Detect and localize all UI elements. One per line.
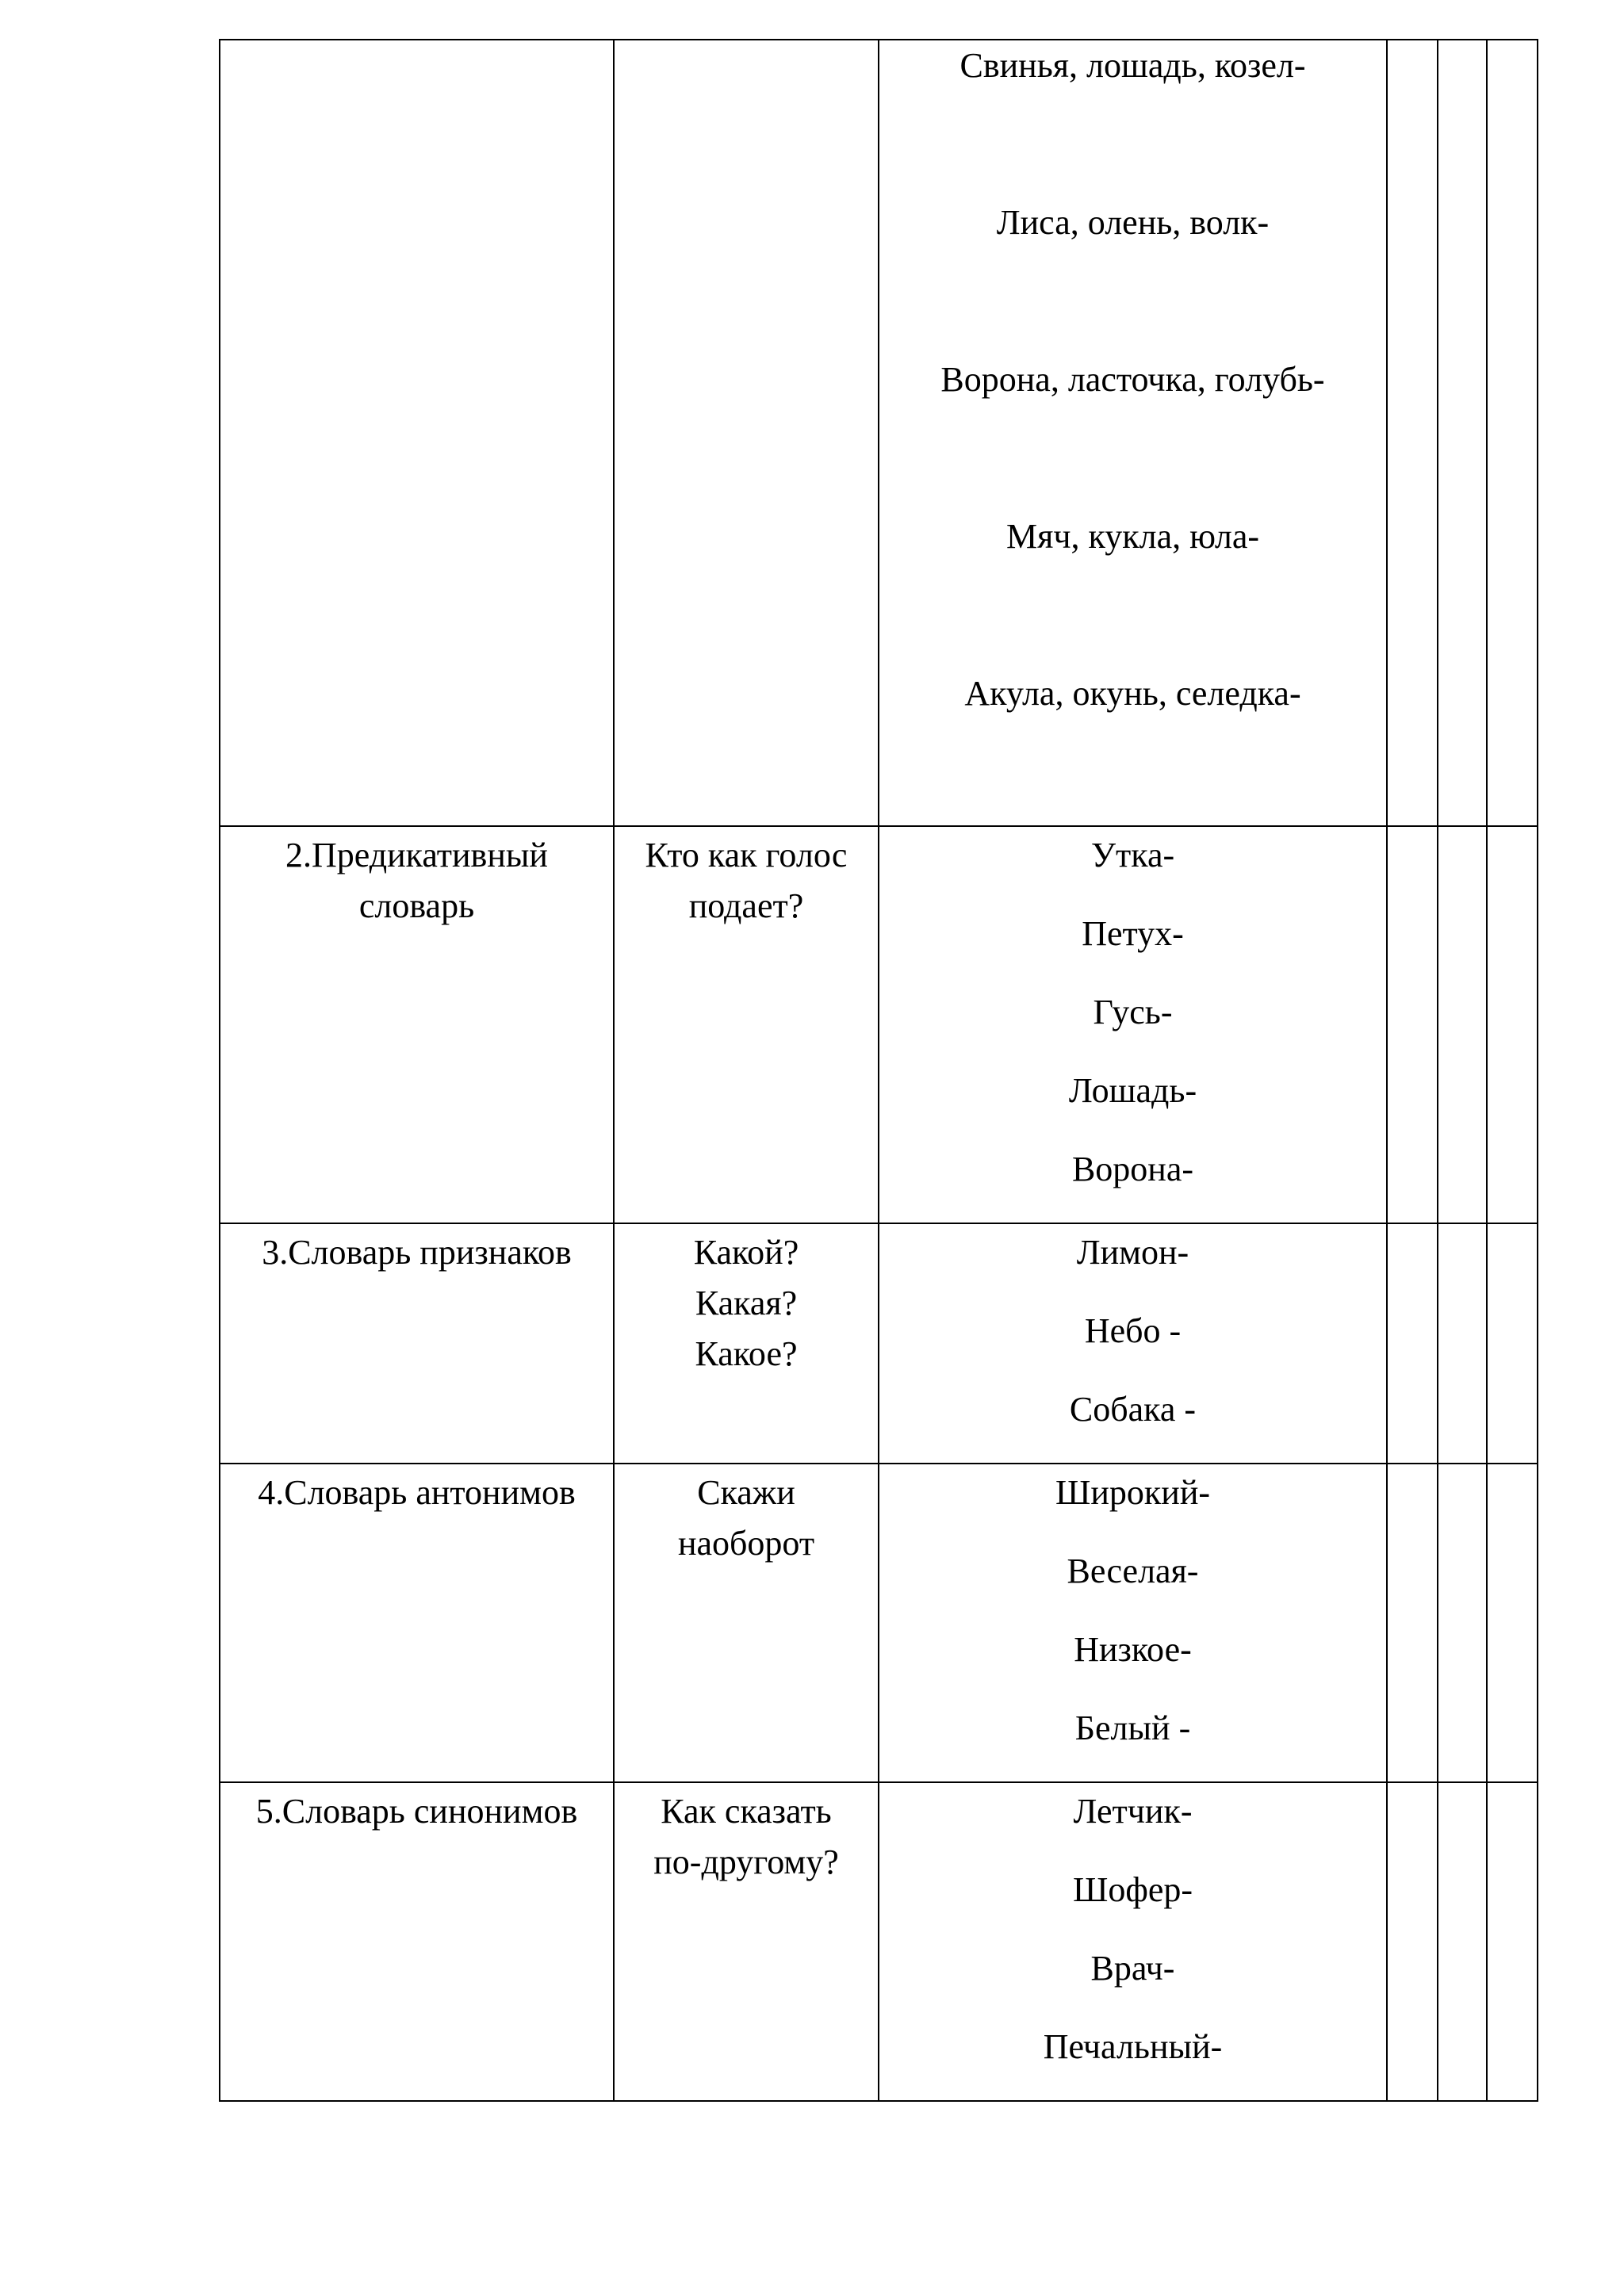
table-row bbox=[220, 1782, 1538, 2101]
words-cell bbox=[879, 1464, 1387, 1782]
category-label: словарь bbox=[358, 886, 475, 925]
word-item: Утка- bbox=[1090, 836, 1175, 874]
table-row bbox=[220, 1464, 1538, 1782]
score-cell bbox=[1387, 1464, 1438, 1782]
table-row bbox=[220, 826, 1538, 1223]
word-item: Шофер- bbox=[1072, 1870, 1193, 1909]
word-item: Петух- bbox=[1082, 914, 1184, 953]
category-cell bbox=[220, 826, 614, 1223]
score-cell bbox=[1387, 1223, 1438, 1464]
word-item: Веселая- bbox=[1067, 1552, 1199, 1590]
words-cell bbox=[879, 40, 1387, 826]
words-cell bbox=[879, 826, 1387, 1223]
category-label: 3.Словарь признаков bbox=[262, 1233, 572, 1272]
vocabulary-table bbox=[219, 39, 1538, 2102]
category-cell bbox=[220, 1464, 614, 1782]
score-cell bbox=[1487, 1782, 1538, 2101]
score-cell bbox=[1487, 1223, 1538, 1464]
question-cell bbox=[614, 1782, 879, 2101]
category-cell bbox=[220, 1223, 614, 1464]
question-text: Какая? bbox=[695, 1284, 798, 1322]
score-cell bbox=[1438, 1782, 1487, 2101]
table-row bbox=[220, 40, 1538, 826]
category-label: 5.Словарь синонимов bbox=[255, 1792, 578, 1831]
word-item: Лиса, олень, волк- bbox=[996, 203, 1270, 242]
score-cell bbox=[1387, 40, 1438, 826]
category-label: 4.Словарь антонимов bbox=[258, 1473, 576, 1512]
question-cell bbox=[614, 1464, 879, 1782]
word-item: Лошадь- bbox=[1068, 1071, 1197, 1110]
word-item: Белый - bbox=[1074, 1709, 1191, 1747]
words-cell bbox=[879, 1223, 1387, 1464]
word-item: Акула, окунь, селедка- bbox=[964, 674, 1301, 713]
word-item: Печальный- bbox=[1043, 2027, 1223, 2066]
category-label: 2.Предикативный bbox=[285, 836, 548, 874]
score-cell bbox=[1438, 1223, 1487, 1464]
words-cell bbox=[879, 1782, 1387, 2101]
word-item: Ворона- bbox=[1071, 1150, 1194, 1188]
question-text: наоборот bbox=[677, 1524, 815, 1563]
score-cell bbox=[1438, 40, 1487, 826]
score-cell bbox=[1387, 1782, 1438, 2101]
score-cell bbox=[1438, 1464, 1487, 1782]
question-cell bbox=[614, 1223, 879, 1464]
question-cell bbox=[614, 40, 879, 826]
score-cell bbox=[1487, 826, 1538, 1223]
word-item: Широкий- bbox=[1055, 1473, 1211, 1512]
word-item: Летчик- bbox=[1073, 1792, 1193, 1831]
question-text: Какое? bbox=[695, 1334, 798, 1373]
word-item: Гусь- bbox=[1093, 993, 1173, 1031]
word-item: Свинья, лошадь, козел- bbox=[959, 46, 1306, 85]
question-text: Как сказать bbox=[661, 1792, 832, 1831]
word-item: Собака - bbox=[1069, 1390, 1197, 1429]
word-item: Мяч, кукла, юла- bbox=[1005, 517, 1260, 556]
question-text: Скажи bbox=[697, 1473, 795, 1512]
word-item: Ворона, ласточка, голубь- bbox=[940, 360, 1325, 399]
category-cell bbox=[220, 1782, 614, 2101]
question-text: Кто как голос bbox=[645, 836, 848, 874]
word-item: Низкое- bbox=[1074, 1630, 1192, 1669]
table-row bbox=[220, 1223, 1538, 1464]
word-item: Врач- bbox=[1090, 1949, 1175, 1988]
question-cell bbox=[614, 826, 879, 1223]
question-text: подает? bbox=[688, 886, 804, 925]
question-text: Какой? bbox=[693, 1233, 799, 1272]
category-cell bbox=[220, 40, 614, 826]
score-cell bbox=[1387, 826, 1438, 1223]
score-cell bbox=[1438, 826, 1487, 1223]
question-text: по-другому? bbox=[653, 1843, 839, 1881]
score-cell bbox=[1487, 1464, 1538, 1782]
word-item: Небо - bbox=[1084, 1311, 1182, 1350]
score-cell bbox=[1487, 40, 1538, 826]
word-item: Лимон- bbox=[1076, 1233, 1189, 1272]
